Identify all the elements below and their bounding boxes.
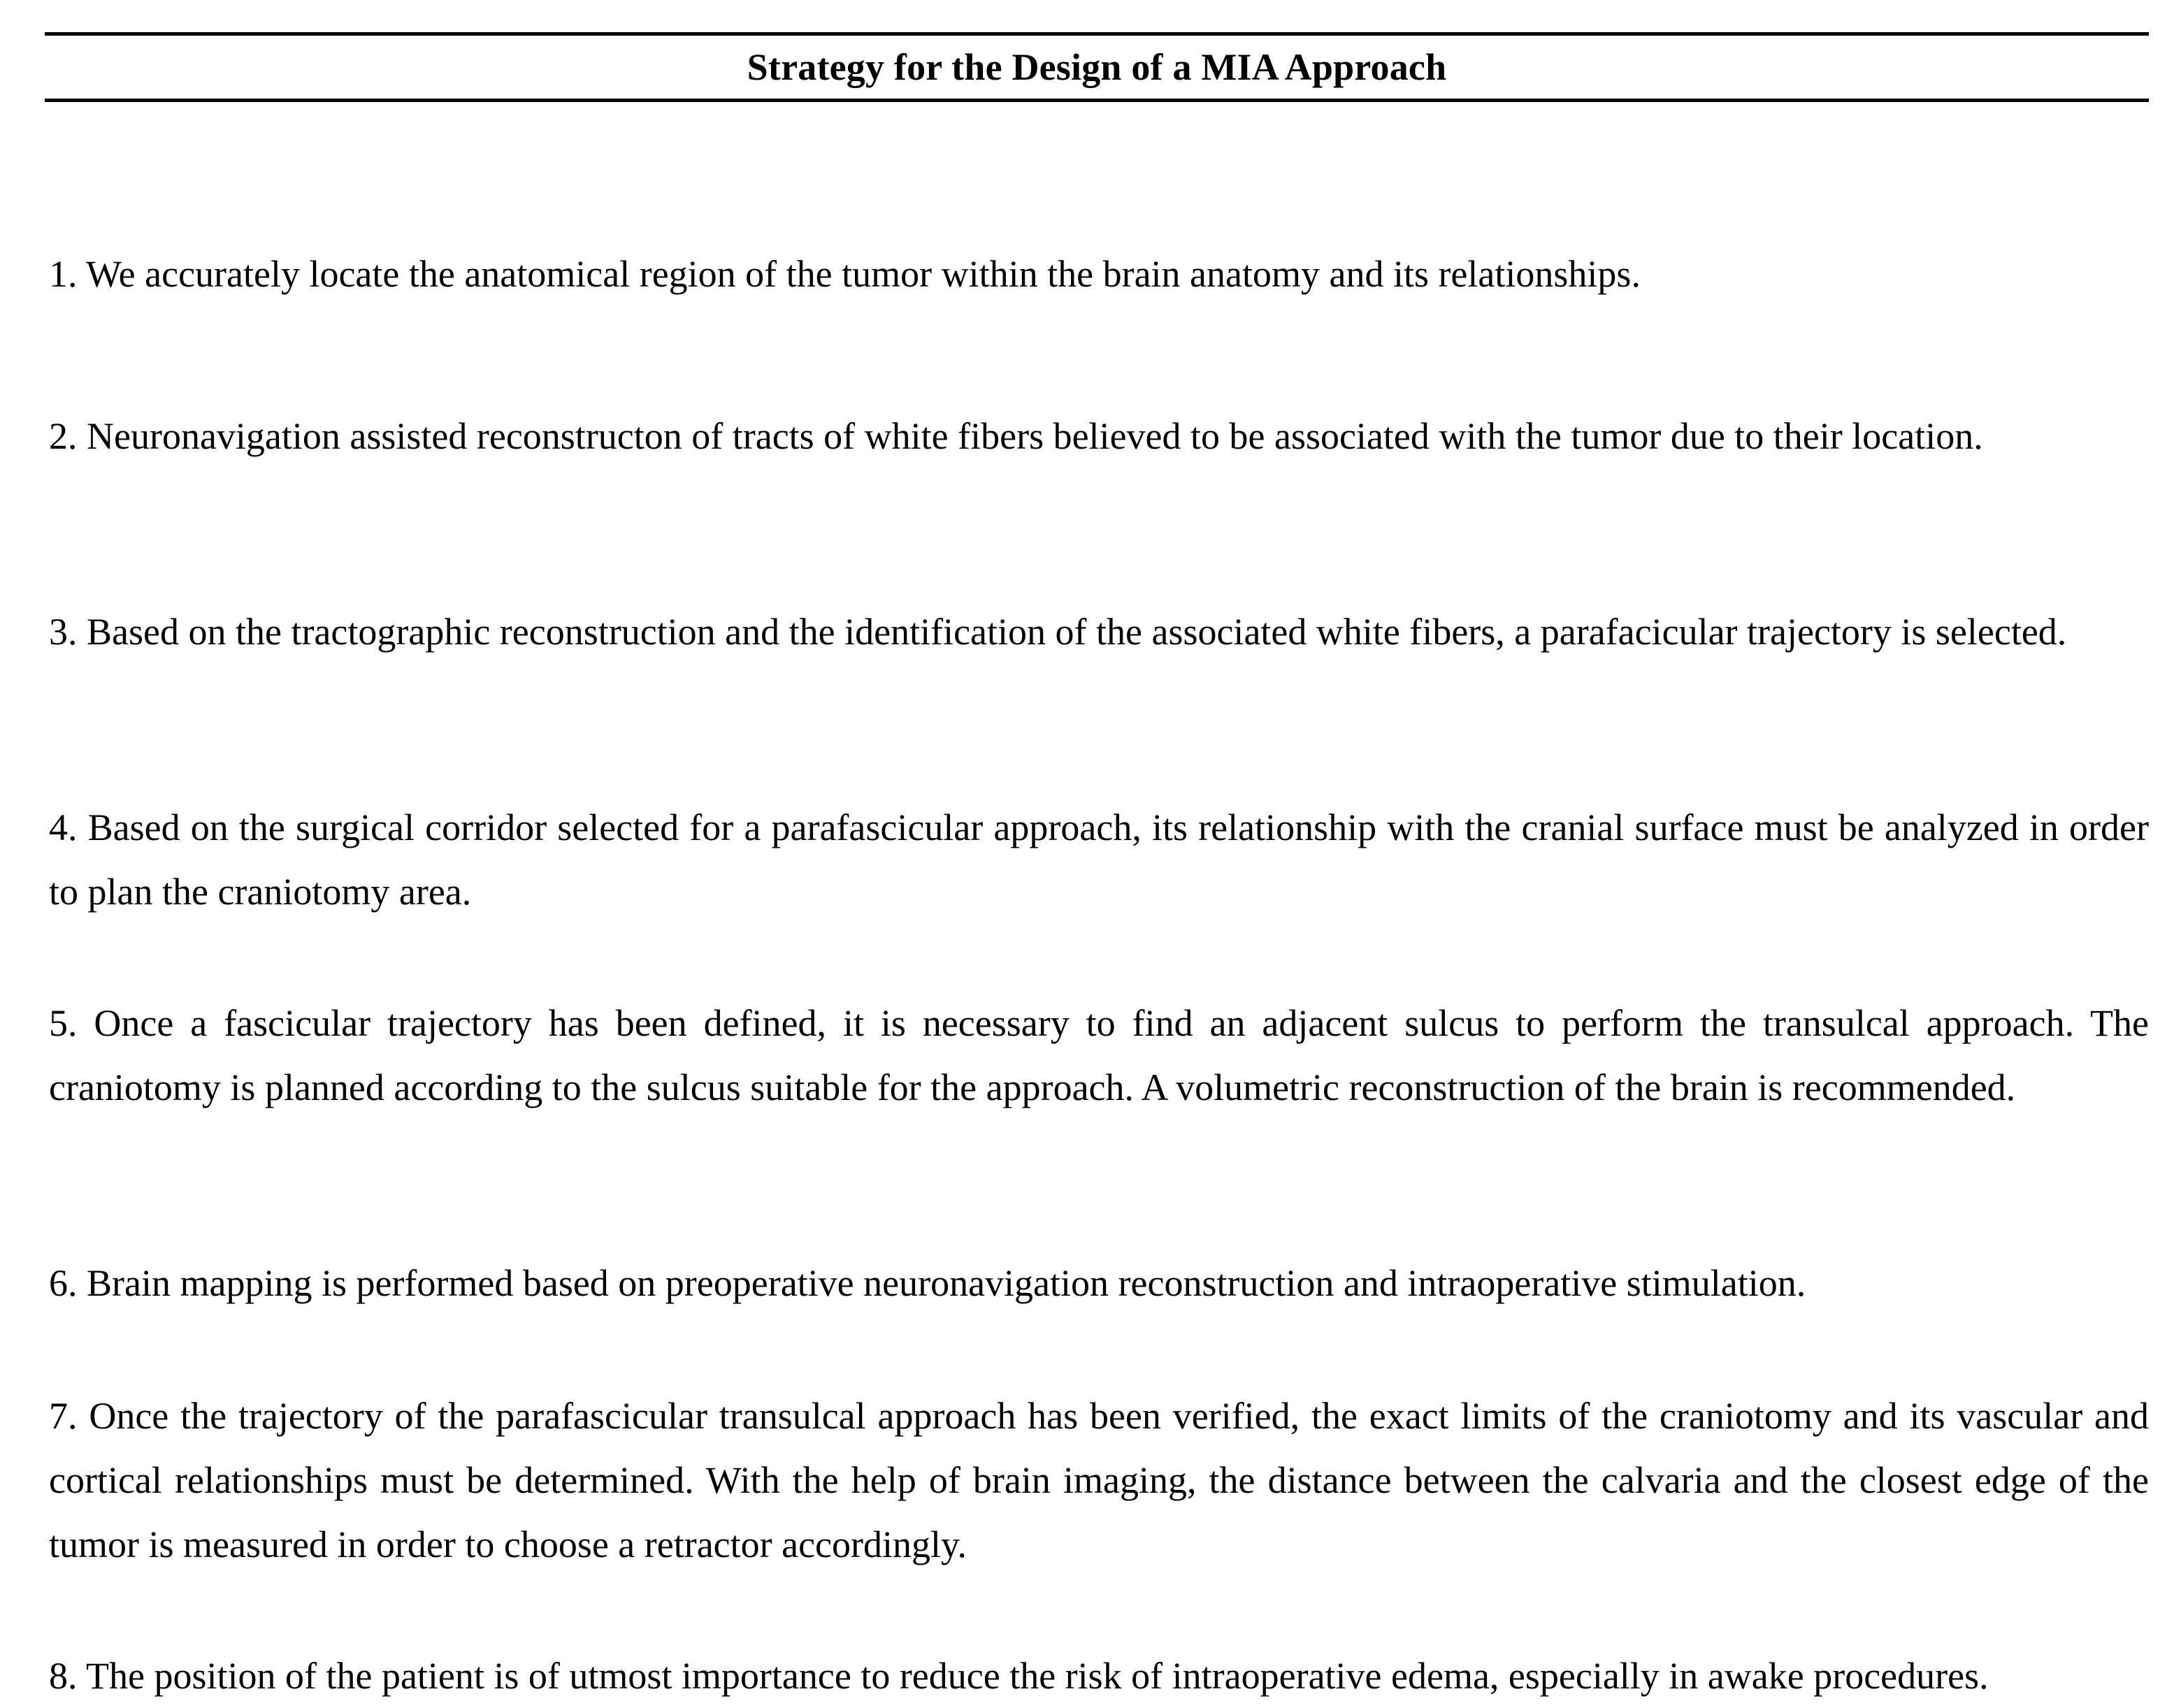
strategy-table: [45, 32, 2149, 1697]
step-2: 2. Neuronavigation assisted reconstructon of tracts of white fibers believed to be associated with the tumor due to their location.: [49, 415, 1983, 457]
table-title: Strategy for the Design of a MIA Approach: [747, 46, 1447, 88]
step-8: 8. The position of the patient is of utmost importance to reduce the risk of intraoperative edema, especially in awake procedures.: [49, 1655, 1989, 1697]
step-5: 5. Once a fascicular trajectory has been defined, it is necessary to find an adjacent sulcus to perform the transulcal approach. The craniotomy is planned according to the sulcus suitable for the approach. A volumetric reconstruction of the brain is recommended.: [49, 1002, 2149, 1108]
table-header-rule: [45, 99, 2149, 102]
step-4: 4. Based on the surgical corridor selected for a parafascicular approach, its relationship with the cranial surface must be analyzed in order to plan the craniotomy area.: [49, 806, 2149, 913]
step-3: 3. Based on the tractographic reconstruction and the identification of the associated white fibers, a parafacicular trajectory is selected.: [49, 611, 2067, 653]
step-1: 1. We accurately locate the anatomical region of the tumor within the brain anatomy and its relationships.: [49, 253, 1641, 295]
step-6: 6. Brain mapping is performed based on preoperative neuronavigation reconstruction and intraoperative stimulation.: [49, 1262, 1806, 1304]
step-7: 7. Once the trajectory of the parafascicular transulcal approach has been verified, the exact limits of the craniotomy and its vascular and cortical relationships must be determined. With the help of brain imaging, the distance between the calvaria and the closest edge of the tumor is measured in order to choose a retractor accordingly.: [49, 1395, 2149, 1565]
